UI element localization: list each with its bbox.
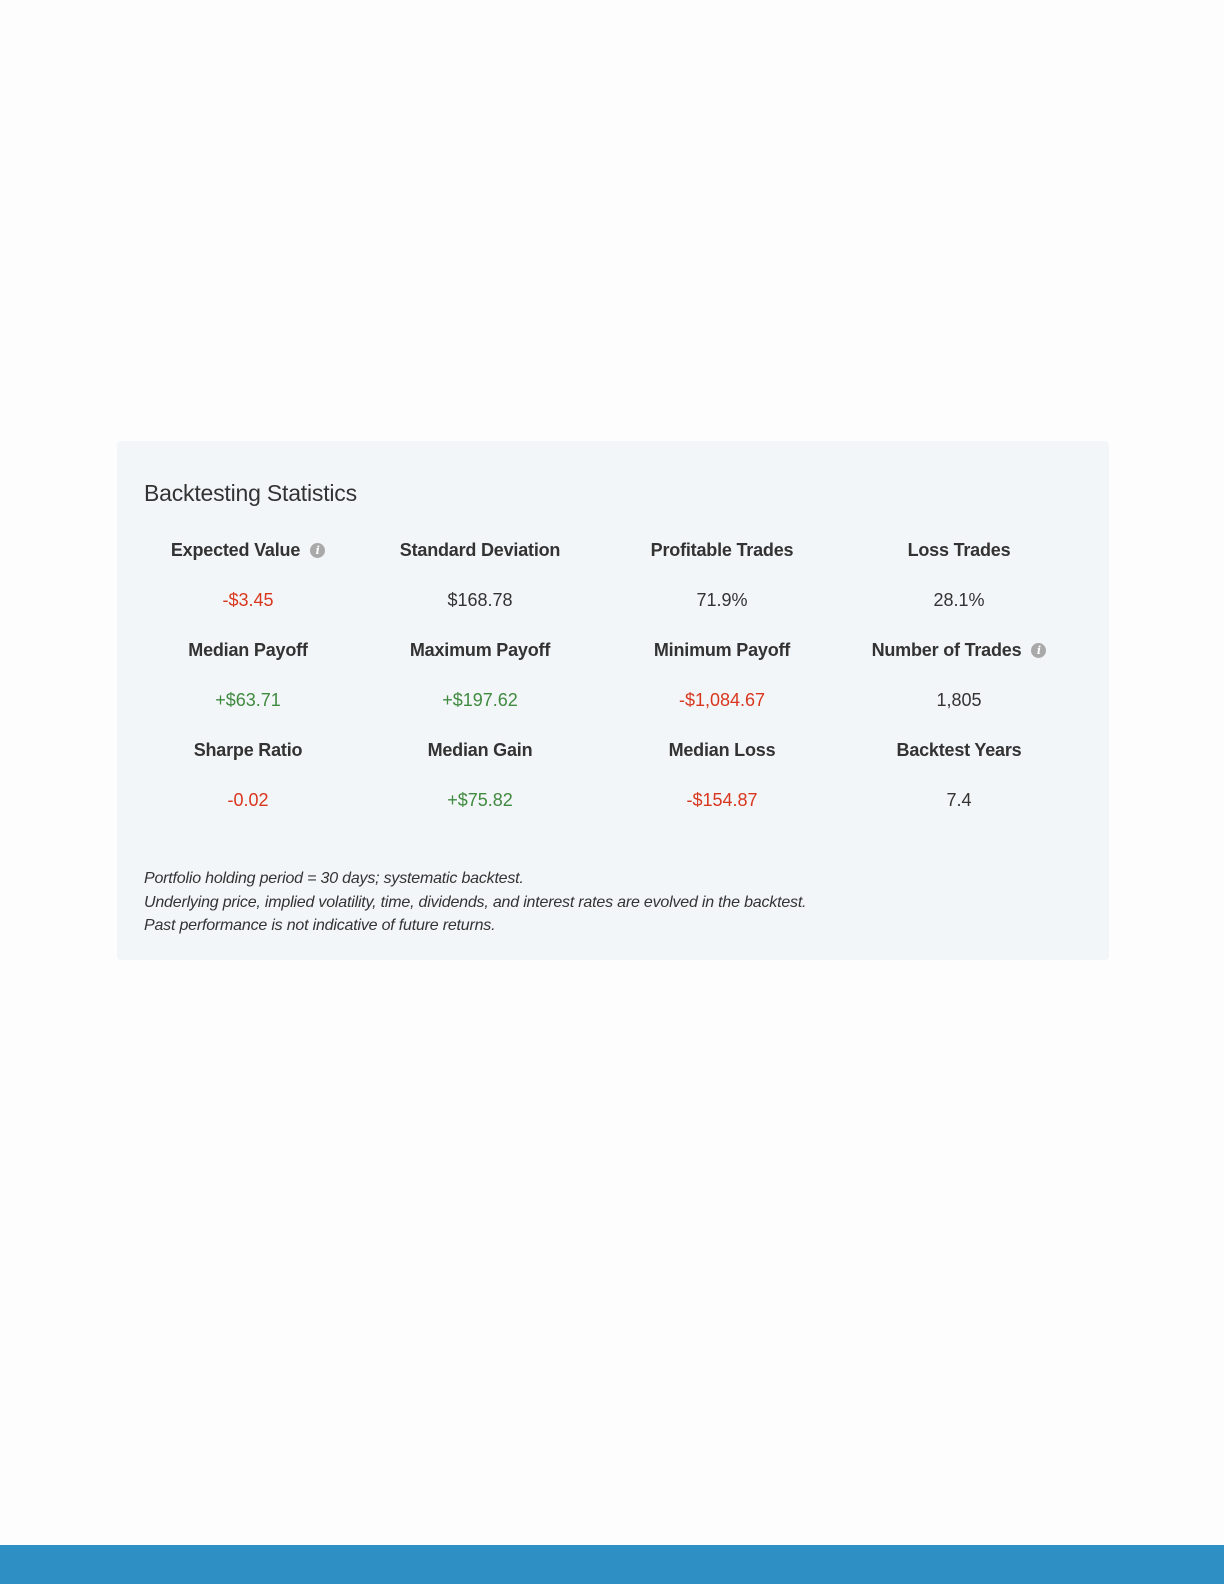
statistics-grid: [144, 525, 1082, 825]
note-holding-period: Portfolio holding period = 30 days; systematic backtest.: [144, 870, 524, 887]
stat-label-standard-deviation: [352, 525, 608, 575]
stat-label-text: Number of Trades: [871, 639, 1022, 660]
stat-label-text: Backtest Years: [896, 739, 1022, 760]
stat-label-text: Loss Trades: [907, 539, 1011, 560]
stat-value-maximum-payoff: +$197.62: [442, 689, 518, 710]
stat-label-text: Sharpe Ratio: [193, 739, 303, 760]
stat-label-profitable-trades: [608, 525, 836, 575]
stat-label-backtest-years: [836, 725, 1082, 775]
stat-value-loss-trades: 28.1%: [933, 589, 985, 610]
stat-label-text: Standard Deviation: [399, 539, 561, 560]
info-icon[interactable]: i: [1031, 643, 1046, 658]
stat-label-number-of-trades: [836, 625, 1082, 675]
footer-bar: [0, 1545, 1224, 1584]
note-past-performance: Past performance is not indicative of future returns.: [144, 917, 496, 934]
stat-value-median-gain: +$75.82: [447, 789, 513, 810]
stat-value-expected-value: -$3.45: [222, 589, 274, 610]
stat-label-text: Median Gain: [427, 739, 533, 760]
panel-title: Backtesting Statistics: [144, 480, 357, 506]
stat-label-expected-value: [144, 525, 352, 575]
stat-label-maximum-payoff: [352, 625, 608, 675]
stat-label-text: Minimum Payoff: [653, 639, 791, 660]
stat-label-loss-trades: [836, 525, 1082, 575]
disclaimer-notes: [144, 867, 1082, 938]
stat-value-median-payoff: +$63.71: [215, 689, 281, 710]
stat-label-text: Median Loss: [668, 739, 776, 760]
info-icon[interactable]: i: [310, 543, 325, 558]
stat-label-text: Profitable Trades: [650, 539, 794, 560]
stat-value-median-loss: -$154.87: [686, 789, 758, 810]
stat-value-number-of-trades: 1,805: [936, 689, 982, 710]
stat-label-text: Maximum Payoff: [409, 639, 551, 660]
stat-label-text: Expected Value: [170, 539, 301, 560]
stat-value-backtest-years: 7.4: [946, 789, 972, 810]
stat-label-median-gain: [352, 725, 608, 775]
stat-value-sharpe-ratio: -0.02: [227, 789, 269, 810]
stat-value-minimum-payoff: -$1,084.67: [678, 689, 766, 710]
stat-value-standard-deviation: $168.78: [447, 589, 513, 610]
stat-label-sharpe-ratio: [144, 725, 352, 775]
stat-label-text: Median Payoff: [188, 639, 308, 660]
backtesting-statistics-panel: [117, 441, 1109, 960]
stat-label-median-loss: [608, 725, 836, 775]
note-evolved-parameters: Underlying price, implied volatility, time, dividends, and interest rates are evolved in the backtest.: [144, 893, 807, 911]
stat-label-minimum-payoff: [608, 625, 836, 675]
stat-value-profitable-trades: 71.9%: [696, 589, 748, 610]
stat-label-median-payoff: [144, 625, 352, 675]
